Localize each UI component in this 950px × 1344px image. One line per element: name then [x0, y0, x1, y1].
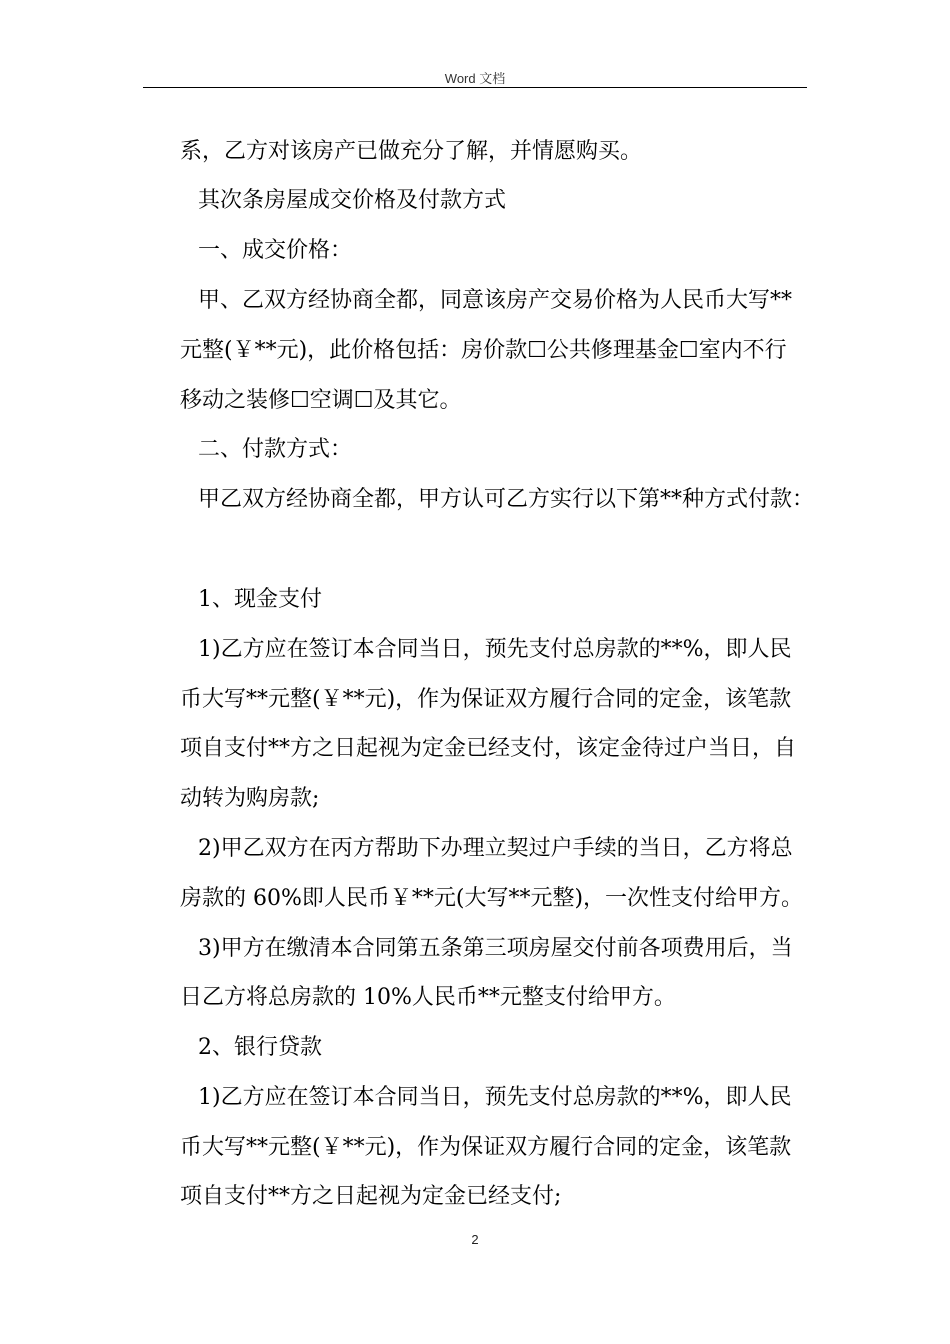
- body-text-line: 甲乙双方经协商全都，甲方认可乙方实行以下第**种方式付款：: [198, 487, 815, 512]
- body-text-line: 系，乙方对该房产已做充分了解，并情愿购买。: [180, 139, 643, 164]
- body-text-line: 3)甲方在缴清本合同第五条第三项房屋交付前各项费用后，当: [198, 936, 793, 961]
- page-header-title: Word 文档: [444, 71, 506, 86]
- body-text-line: 甲、乙双方经协商全都，同意该房产交易价格为人民币大写**: [198, 288, 793, 313]
- header-divider: [143, 87, 807, 88]
- body-text-line: 2)甲乙双方在丙方帮助下办理立契过户手续的当日，乙方将总: [198, 836, 793, 861]
- body-text-line: 移动之装修☐空调☐及其它。: [180, 388, 462, 413]
- body-text-line: 1)乙方应在签订本合同当日，预先支付总房款的**%，即人民: [198, 1085, 792, 1110]
- body-text-line: 日乙方将总房款的 10%人民币**元整支付给甲方。: [180, 985, 676, 1010]
- section-heading: 其次条房屋成交价格及付款方式: [198, 188, 507, 213]
- list-heading: 2、银行贷款: [198, 1035, 322, 1060]
- body-text-line: 项自支付**方之日起视为定金已经支付;: [180, 1184, 562, 1209]
- body-text-line: 1)乙方应在签订本合同当日，预先支付总房款的**%，即人民: [198, 637, 792, 662]
- body-text-line: 币大写**元整(￥**元)，作为保证双方履行合同的定金，该笔款: [180, 1135, 792, 1160]
- body-text-line: 项自支付**方之日起视为定金已经支付，该定金待过户当日，自: [180, 736, 797, 761]
- list-heading: 1、现金支付: [198, 587, 322, 612]
- subsection-heading: 二、付款方式：: [198, 437, 353, 462]
- page-number: 2: [471, 1232, 479, 1247]
- subsection-heading: 一、成交价格：: [198, 238, 353, 263]
- body-text-line: 房款的 60%即人民币￥**元(大写**元整)，一次性支付给甲方。: [180, 886, 804, 911]
- body-text-line: 动转为购房款;: [180, 786, 320, 811]
- body-text-line: 元整(￥**元)，此价格包括：房价款☐公共修理基金☐室内不行: [180, 338, 787, 363]
- body-text-line: 币大写**元整(￥**元)，作为保证双方履行合同的定金，该笔款: [180, 687, 792, 712]
